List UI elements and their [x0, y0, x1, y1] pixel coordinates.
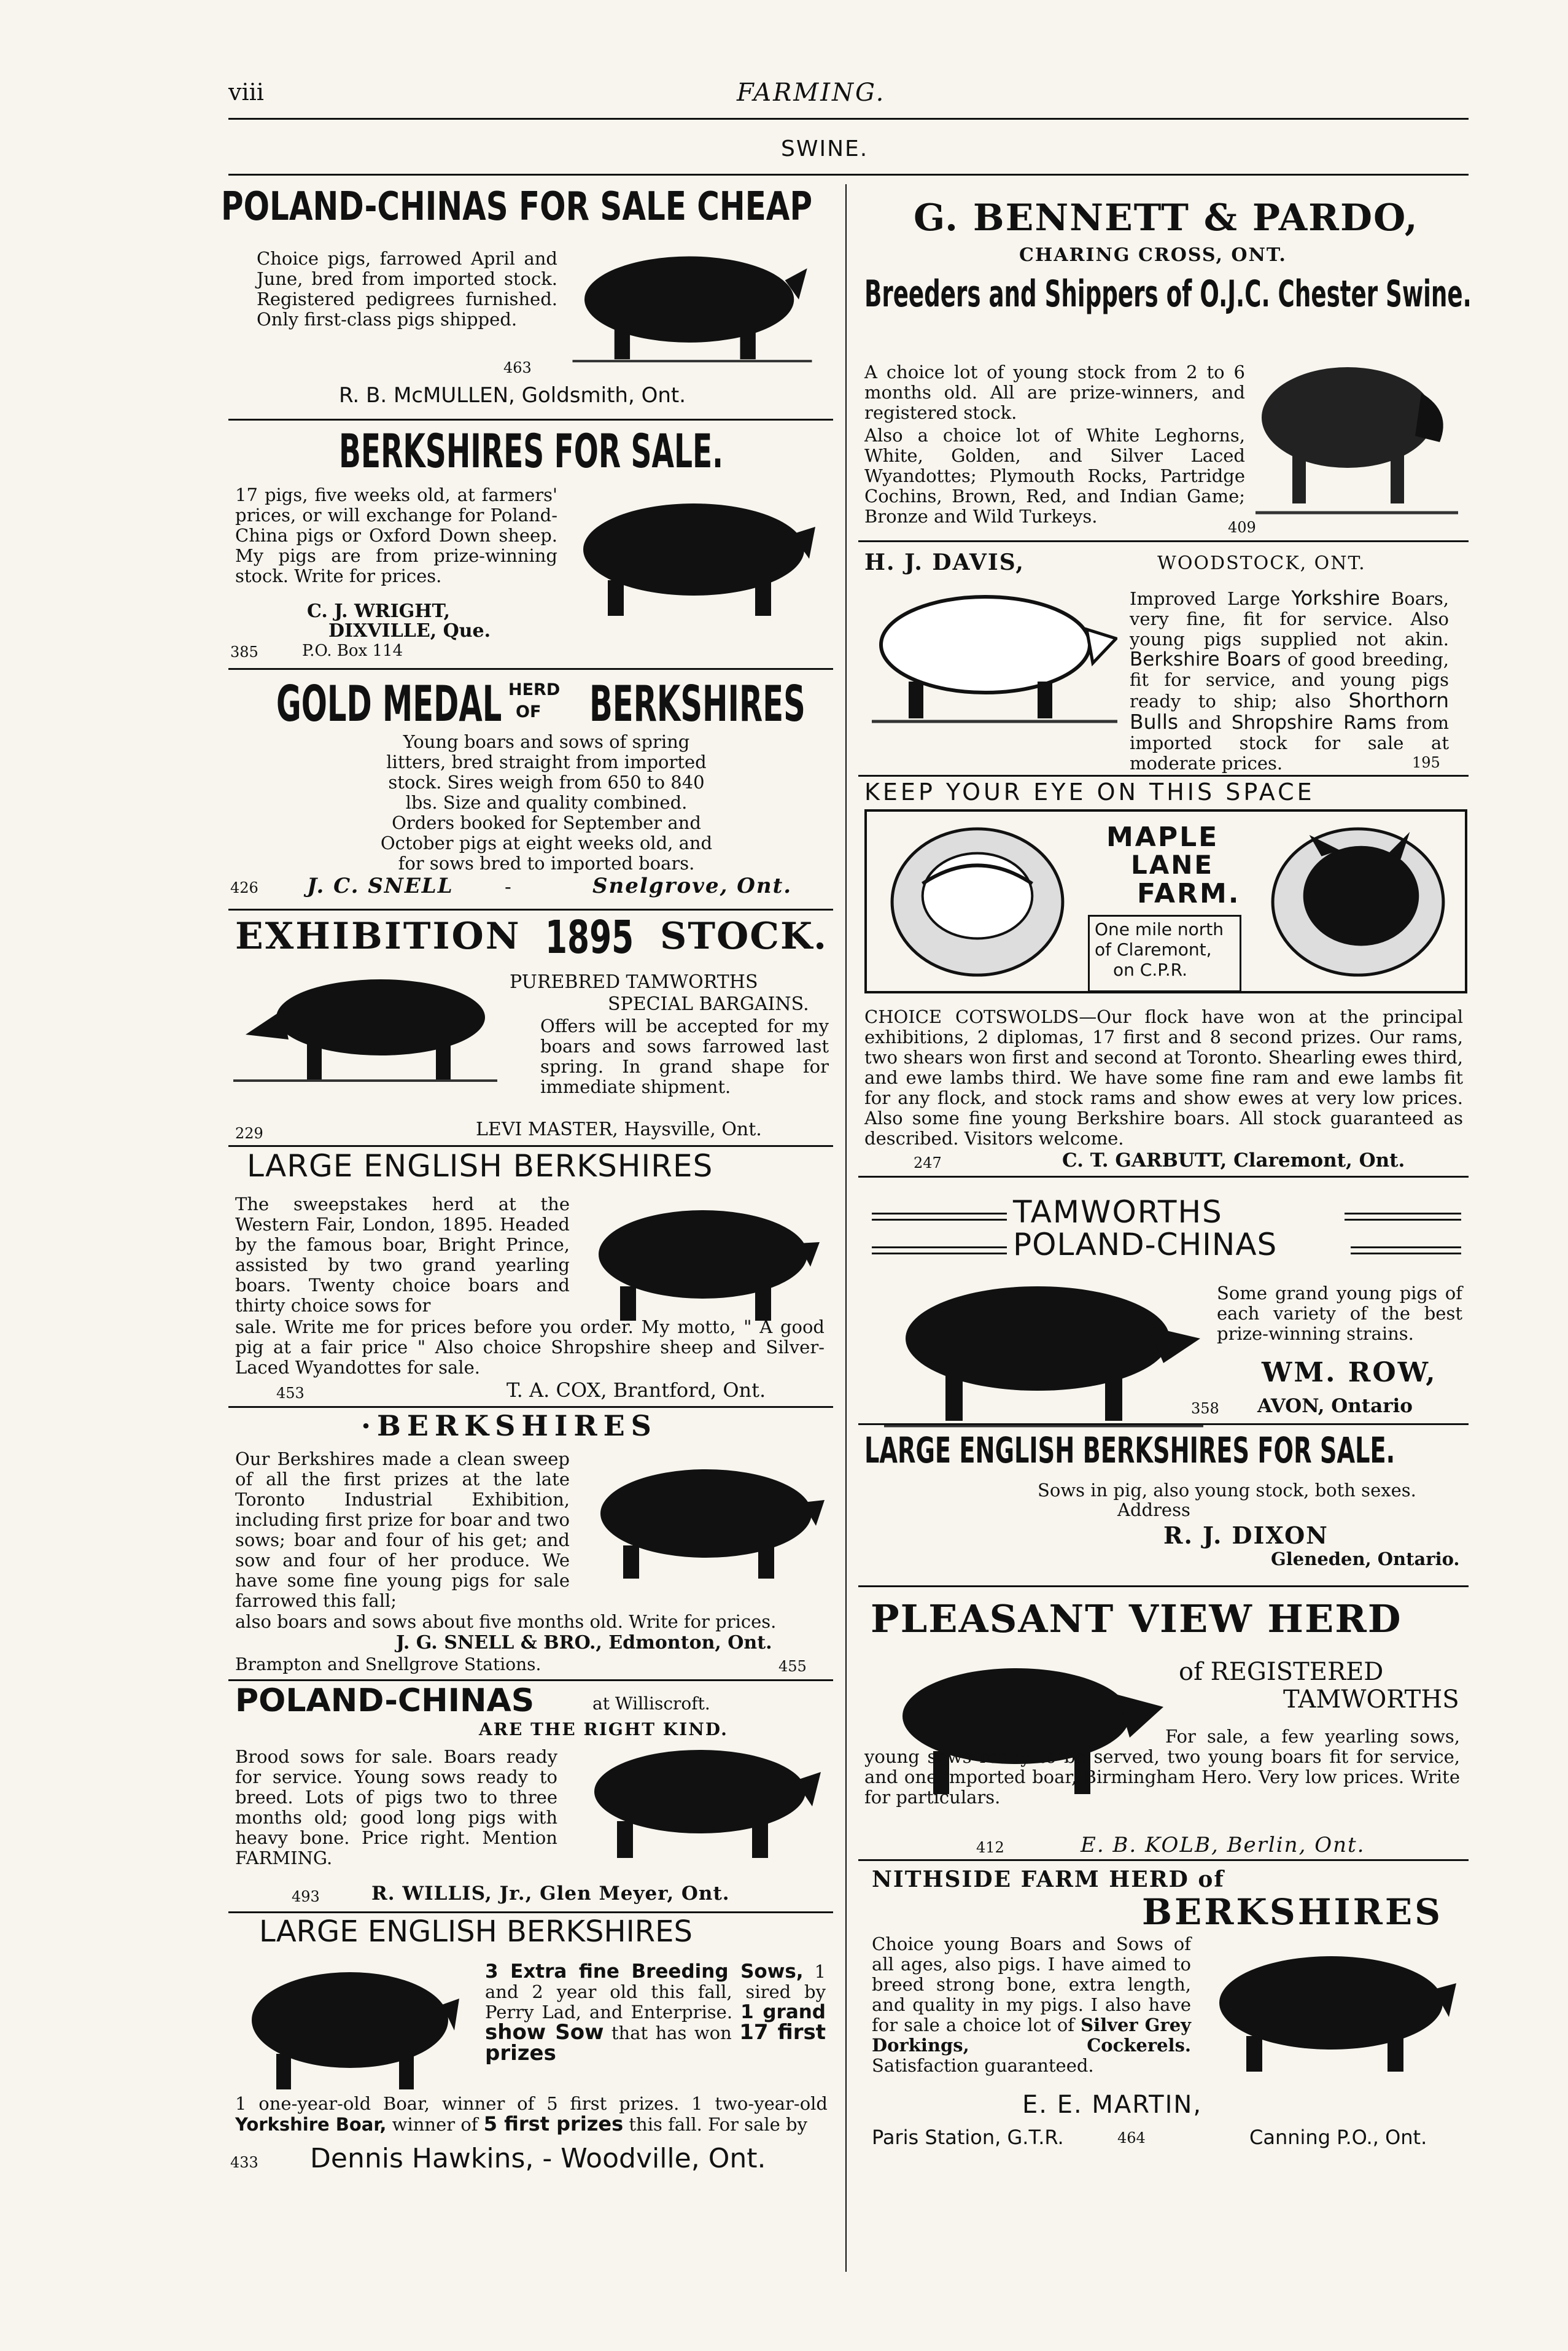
ad-cox-body1: The sweepstakes herd at the Western Fair, London, 1895. Headed by the famous boar, Bright Prince, assisted by two grand yearling boars. Twenty choice boars and thirty choice sows for: [235, 1194, 570, 1316]
ad-martin-body-c: Satisfaction guaranteed.: [872, 2055, 1094, 2076]
ad-snellbro-body2: also boars and sows about five months old. Write for prices.: [235, 1611, 777, 1632]
ad-dixon-headline: LARGE ENGLISH BERKSHIRES FOR SALE.: [864, 1429, 1395, 1471]
section-title: SWINE.: [781, 136, 869, 161]
decor-rule: [872, 1219, 1007, 1221]
ad-wright-place: DIXVILLE, Que.: [328, 620, 491, 642]
page-number: viii: [228, 79, 264, 106]
ad-willis-body: Brood sows for sale. Boars ready for service. Young sows ready to breed. Lots of pigs two to three months old; good long pigs with heavy bone. Price right. Mention FARMING.: [235, 1746, 557, 1868]
ad-garbutt-banner: KEEP YOUR EYE ON THIS SPACE: [864, 779, 1315, 806]
ad-kolb-number: 412: [976, 1839, 1004, 1856]
pig-illustration-bennett: [1256, 344, 1458, 519]
ad-kolb-headline: PLEASANT VIEW HERD: [871, 1596, 1402, 1641]
ad-hawkins-body-a: 3 Extra fine Breeding Sows,: [485, 1960, 804, 1983]
ad-garbutt-body: CHOICE COTSWOLDS—Our flock have won at the principal exhibitions, 2 diplomas, 17 first and 8 second prizes. Our rams, two shears won first and second at Toronto. Shearling ewes third, and ewe lambs third. We have some fine ram and ewe lambs fit for any flock, and stock rams and show ewes at very low prices. Also some fine young Berkshire boars. All stock guaranteed as described. Visitors welcome.: [864, 1006, 1463, 1149]
ad-snellbro-stations: Brampton and Snellgrove Stations.: [235, 1654, 541, 1674]
ad-bennett-number: 409: [1228, 519, 1256, 536]
decor-rule: [872, 1253, 1007, 1254]
ad-wright-box: P.O. Box 114: [302, 642, 403, 660]
ad-davis-body-i: from imported stock for sale at moderate prices.: [1130, 712, 1450, 774]
ad-kolb-sub1: of REGISTERED: [1179, 1658, 1384, 1686]
ad-cox-headline: LARGE ENGLISH BERKSHIRES: [247, 1148, 713, 1184]
location-line3: on C.P.R.: [1113, 960, 1188, 980]
ad-davis-place: WOODSTOCK, ONT.: [1157, 553, 1366, 574]
pig-illustration-hawkins: [239, 1962, 460, 2094]
ad-snellbro-name: J. G. SNELL & BRO., Edmonton, Ont.: [396, 1632, 772, 1653]
ad-hawkins-headline: LARGE ENGLISH BERKSHIRES: [259, 1914, 693, 1949]
pig-illustration-davis: [872, 583, 1117, 725]
ad-divider: [858, 1859, 1469, 1861]
ad-divider: [228, 1911, 833, 1913]
pig-portrait-icon: [1260, 823, 1456, 981]
ad-row-place: AVON, Ontario: [1257, 1395, 1413, 1417]
ad-mcmullen-body: Choice pigs, farrowed April and June, bred from imported stock. Registered pedigrees furnished. Only first-class pigs shipped.: [257, 248, 557, 330]
ad-snell-headline-a: GOLD MEDAL: [276, 675, 502, 733]
ad-martin-body-b: Silver Grey Dorkings, Cockerels.: [872, 2015, 1192, 2056]
ad-snellbro-number: 455: [778, 1658, 807, 1675]
ad-hawkins-body-i: winner of: [392, 2114, 478, 2135]
ad-master-headline-year: 1895: [545, 911, 634, 964]
ad-master-sub1: PUREBRED TAMWORTHS: [510, 971, 758, 993]
ad-divider: [228, 419, 833, 421]
ad-willis-sub: ARE THE RIGHT KIND.: [479, 1719, 728, 1739]
pig-illustration-martin: [1203, 1946, 1458, 2075]
location-line1: One mile north: [1095, 919, 1224, 939]
pig-illustration-willis: [574, 1738, 823, 1863]
ad-willis-signature: R. WILLIS, Jr., Glen Meyer, Ont.: [371, 1883, 730, 1905]
ad-davis-body-c: Boars, very fine, fit for service. Also young pigs supplied not akin.: [1130, 588, 1449, 650]
ad-divider: [858, 1585, 1469, 1587]
ad-martin-name: E. E. MARTIN,: [1022, 2091, 1203, 2119]
ad-willis-number: 493: [292, 1888, 320, 1905]
ad-mcmullen-signature: R. B. McMULLEN, Goldsmith, Ont.: [339, 383, 686, 408]
ad-cox-number: 453: [276, 1385, 305, 1402]
location-line2: of Claremont,: [1095, 939, 1212, 960]
ad-snellbro-headline: ·BERKSHIRES: [361, 1409, 658, 1442]
ad-mcmullen-headline: POLAND-CHINAS FOR SALE CHEAP: [221, 184, 813, 230]
ad-master-sub2: SPECIAL BARGAINS.: [608, 993, 809, 1015]
ad-row-headline1: TAMWORTHS: [1013, 1194, 1223, 1230]
ad-hawkins-body-b: 1 and 2 year old this fall, sired by Perry Lad, and Enterprise.: [485, 1961, 826, 2023]
ad-davis-body-f: Shorthorn Bulls: [1130, 688, 1450, 734]
ad-row-number: 358: [1191, 1400, 1219, 1417]
ad-hawkins-body-bottom: [235, 2094, 828, 2135]
ad-martin-number: 464: [1117, 2129, 1146, 2147]
pig-illustration-wright: [571, 491, 817, 623]
ad-divider: [228, 668, 833, 670]
ad-garbutt-logo-box: [864, 809, 1467, 993]
ad-hawkins-body-f: 17 first prizes: [485, 2020, 826, 2065]
ad-master-body: Offers will be accepted for my boars and sows farrowed last spring. In grand shape for immediate shipment.: [540, 1016, 829, 1097]
ad-bennett-sub: Breeders and Shippers of O.J.C. Chester Swine.: [864, 273, 1472, 316]
ad-martin-headline-a: NITHSIDE FARM HERD of: [872, 1867, 1225, 1892]
ad-divider: [228, 909, 833, 911]
ad-hawkins-body-d: show Sow: [485, 2020, 604, 2045]
logo-maple: MAPLE: [1106, 822, 1219, 853]
ad-davis-body-d: Berkshire Boars: [1130, 648, 1281, 670]
ad-davis-body-g: and: [1188, 712, 1222, 733]
ad-hawkins-body-top: [485, 1962, 826, 2064]
ad-hawkins-body-g: 1 one-year-old Boar, winner of 5 first prizes. 1 two-year-old: [235, 2093, 828, 2114]
ad-garbutt-number: 247: [914, 1154, 942, 1172]
ad-snell-headline-herd: HERD: [508, 680, 561, 699]
ad-divider: [228, 1679, 833, 1681]
ad-bennett-headline: G. BENNETT & PARDO,: [914, 196, 1419, 239]
ad-hawkins-signature: Dennis Hawkins, - Woodville, Ont.: [310, 2143, 766, 2174]
ad-divider: [858, 775, 1469, 777]
logo-farm: FARM.: [1137, 878, 1241, 909]
ad-cox-body2: sale. Write me for prices before you order. My motto, " A good pig at a fair price " Also choice Shropshire sheep and Silver-Laced Wyandottes for sale.: [235, 1316, 825, 1378]
pig-illustration-master: [233, 967, 497, 1084]
ad-kolb-sub2: TAMWORTHS: [1283, 1685, 1459, 1714]
ad-dixon-body: Sows in pig, also young stock, both sexes.: [1038, 1480, 1416, 1501]
ad-hawkins-body-j: 5 first prizes: [483, 2112, 624, 2135]
ad-davis-body-top: [1130, 588, 1449, 774]
ad-wright-name: C. J. WRIGHT,: [307, 600, 451, 622]
sheep-portrait-icon: [879, 823, 1076, 981]
ad-divider: [858, 540, 1469, 542]
ad-hawkins-body-e: that has won: [611, 2023, 732, 2043]
ad-davis-number: 195: [1412, 754, 1440, 771]
column-divider: [845, 184, 847, 2272]
ad-hawkins-body-c: 1 grand: [740, 2001, 826, 2023]
ad-row-headline2: POLAND-CHINAS: [1013, 1227, 1278, 1262]
decor-rule: [872, 1213, 1007, 1214]
ad-dixon-place: Gleneden, Ontario.: [1271, 1549, 1460, 1569]
ad-davis-body-b: Yorkshire: [1291, 586, 1380, 610]
logo-lane: LANE: [1131, 850, 1214, 880]
ad-snellbro-body1: Our Berkshires made a clean sweep of all the first prizes at the late Toronto Industrial Exhibition, including first prize for boar and two sows; boar and four of his get; and sow and four of her produce. We have some fine young pigs for sale farrowed this fall;: [235, 1448, 570, 1611]
running-title: FARMING.: [737, 79, 886, 107]
ad-davis-body-h: Shropshire Rams: [1231, 712, 1397, 734]
ad-hawkins-body-h: Yorkshire Boar,: [235, 2114, 387, 2135]
ad-willis-headline: POLAND-CHINAS: [235, 1682, 535, 1719]
ad-row-body: Some grand young pigs of each variety of the best prize-winning strains.: [1217, 1283, 1462, 1344]
ad-divider: [228, 1145, 833, 1147]
ad-snell-name: J. C. SNELL: [307, 874, 454, 898]
ad-davis-body-a: Improved Large: [1130, 588, 1281, 609]
decor-rule: [1351, 1253, 1461, 1254]
ad-snell-place: Snelgrove, Ont.: [592, 874, 793, 898]
ad-wright-headline: BERKSHIRES FOR SALE.: [339, 424, 724, 478]
ad-divider: [858, 1423, 1469, 1425]
ad-willis-at: at Williscroft.: [592, 1693, 710, 1714]
decor-rule: [1345, 1213, 1461, 1214]
ad-cox-signature: T. A. COX, Brantford, Ont.: [506, 1378, 766, 1402]
ad-hawkins-body-k: this fall. For sale by: [629, 2114, 807, 2135]
ad-dixon-address: Address: [1117, 1499, 1190, 1520]
pig-illustration-snellbro: [580, 1458, 826, 1581]
header-rule: [228, 118, 1469, 120]
ad-master-number: 229: [235, 1125, 263, 1142]
ad-kolb-body: For sale, a few yearling sows, young sows ready to be served, two young boars fit for service, and one imported boar, Birmingham Hero. Very low prices. Write for particulars.: [864, 1726, 1460, 1808]
decor-rule: [1351, 1246, 1461, 1248]
ad-wright-body: 17 pigs, five weeks old, at farmers' prices, or will exchange for Poland-China pigs or Oxford Down sheep. My pigs are from prize-winning stock. Write for prices.: [235, 484, 557, 586]
ad-mcmullen-number: 463: [503, 359, 532, 376]
ad-davis-name: H. J. DAVIS,: [864, 550, 1025, 575]
ad-snell-body: Young boars and sows of spring litters, bred straight from imported stock. Sires weigh from 650 to 840 lbs. Size and quality combined. Orders booked for September and October pigs at eight weeks old, and for sows bred to imported boars.: [380, 731, 713, 874]
ad-master-headline-b: STOCK.: [660, 915, 828, 958]
ad-bennett-body1: A choice lot of young stock from 2 to 6 months old. All are prize-winners, and registered stock.: [864, 362, 1245, 423]
ad-master-headline-a: EXHIBITION: [235, 915, 521, 958]
pig-illustration-cox: [577, 1200, 823, 1323]
location-box: [1088, 915, 1241, 992]
ad-divider: [858, 1176, 1469, 1178]
ad-davis-body-e: of good breeding, fit for service, and young pigs ready to ship; also: [1130, 649, 1449, 712]
ad-garbutt-signature: C. T. GARBUTT, Claremont, Ont.: [1062, 1149, 1405, 1172]
section-rule: [228, 174, 1469, 176]
ad-dixon-name: R. J. DIXON: [1163, 1521, 1329, 1549]
decor-rule: [1345, 1219, 1461, 1221]
ad-martin-body: [872, 1934, 1191, 2076]
ad-snell-headline-of: OF: [516, 702, 541, 721]
ad-row-name: WM. ROW,: [1262, 1357, 1437, 1388]
ad-snell-dash: -: [505, 875, 511, 898]
ad-kolb-signature: E. B. KOLB, Berlin, Ont.: [1081, 1833, 1365, 1857]
ad-hawkins-number: 433: [230, 2154, 258, 2171]
ad-divider: [228, 1406, 833, 1408]
ad-master-signature: LEVI MASTER, Haysville, Ont.: [476, 1119, 762, 1140]
ad-martin-body-a: Choice young Boars and Sows of all ages, also pigs. I have aimed to breed strong bone, extra length, and quality in my pigs. I also have for sale a choice lot of: [872, 1933, 1191, 2035]
ad-bennett-body2: Also a choice lot of White Leghorns, White, Golden, and Silver Laced Wyandottes; Plymouth Rocks, Partridge Cochins, Brown, Red, and Indian Game; Bronze and Wild Turkeys.: [864, 425, 1245, 527]
ad-wright-number: 385: [230, 643, 258, 661]
ad-snell-number: 426: [230, 879, 258, 896]
ad-martin-po: Canning P.O., Ont.: [1249, 2126, 1427, 2149]
ad-snell-headline-b: BERKSHIRES: [589, 675, 805, 733]
ad-martin-headline-b: BERKSHIRES: [1142, 1891, 1443, 1933]
pig-illustration-row: [884, 1271, 1203, 1431]
pig-illustration-mcmullen: [568, 244, 817, 364]
ad-martin-station: Paris Station, G.T.R.: [872, 2126, 1064, 2149]
decor-rule: [872, 1246, 1007, 1248]
ad-bennett-place: CHARING CROSS, ONT.: [1019, 244, 1287, 266]
